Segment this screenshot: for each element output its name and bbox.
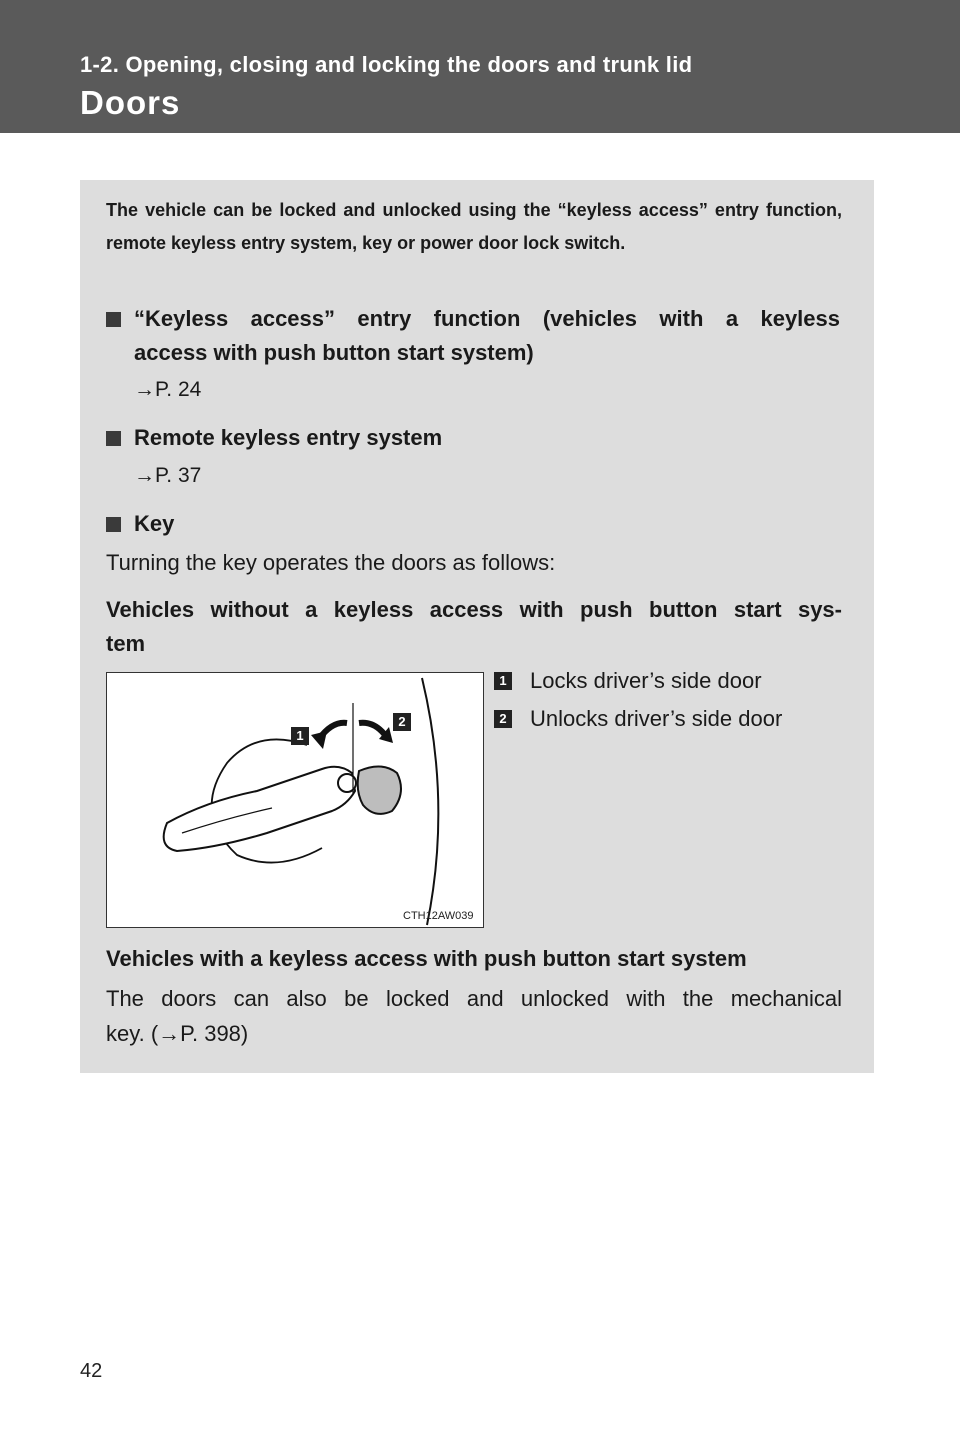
subsection-title-line1: Vehicles without a keyless access with push button start sys- — [106, 597, 842, 622]
bullet-square-icon — [106, 312, 121, 327]
subsection-title-line2: tem — [106, 631, 146, 656]
subsection2-body-line2: key. (→P. 398) — [106, 1021, 249, 1046]
door-handle-illustration — [106, 672, 484, 928]
section-key-body: Turning the key operates the doors as follows: — [106, 550, 556, 575]
subsection2-body-line1: The doors can also be locked and unlocked with the mechanical — [106, 986, 842, 1011]
header-bar — [0, 0, 960, 133]
page-reference[interactable]: →P. 37 — [134, 464, 202, 487]
section-keyless-heading-line1: “Keyless access” entry function (vehicles with a keyless — [134, 306, 840, 331]
callout-1-text: Locks driver’s side door — [530, 668, 762, 693]
section-remote-heading: Remote keyless entry system — [134, 425, 443, 450]
page-number: 42 — [80, 1360, 103, 1382]
bullet-square-icon — [106, 517, 121, 532]
page-reference[interactable]: →P. 24 — [134, 378, 202, 401]
page-title: Doors — [80, 84, 181, 121]
bullet-square-icon — [106, 431, 121, 446]
door-key-diagram — [107, 673, 483, 927]
callout-2-badge: 2 — [494, 710, 512, 728]
content-box — [80, 180, 874, 1073]
section-title: 1-2. Opening, closing and locking the doors and trunk lid — [80, 52, 693, 77]
figure-code: CTH12AW039 — [403, 910, 474, 922]
section-key-heading: Key — [134, 511, 175, 536]
subsection2-title: Vehicles with a keyless access with push button start system — [106, 946, 747, 971]
section-keyless-heading-line2: access with push button start system) — [134, 340, 534, 365]
callout-1-badge: 1 — [291, 727, 309, 745]
callout-2-badge: 2 — [393, 713, 411, 731]
intro-paragraph: The vehicle can be locked and unlocked using the “keyless access” entry function, remote keyless entry system, key or power door lock switch. — [106, 200, 842, 253]
callout-1-badge: 1 — [494, 672, 512, 690]
callout-2-text: Unlocks driver’s side door — [530, 706, 783, 731]
